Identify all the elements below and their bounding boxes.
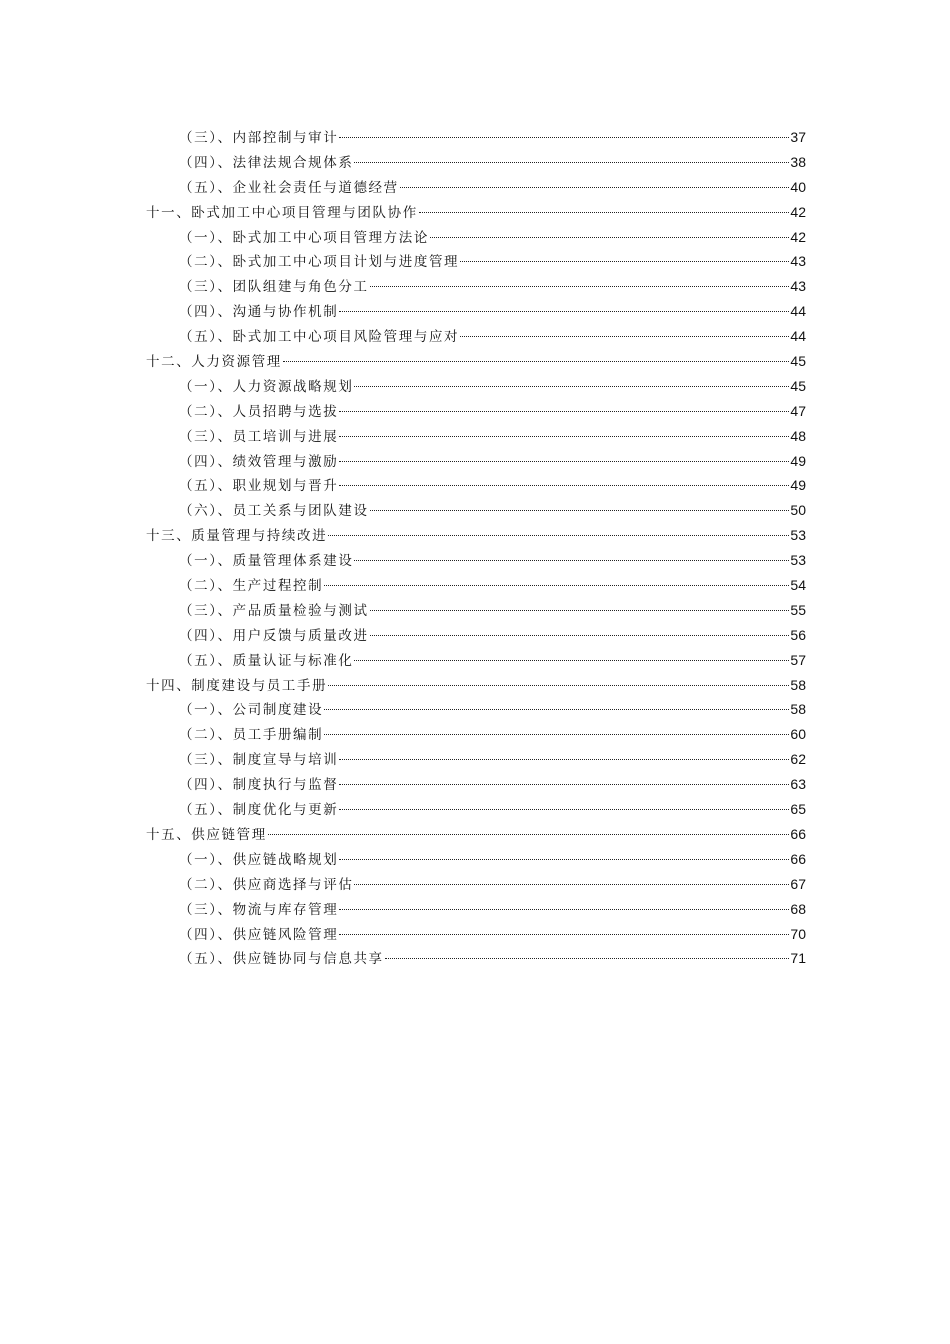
toc-entry[interactable] [146, 548, 806, 573]
dot-leader [324, 585, 789, 586]
dot-leader [324, 734, 789, 735]
toc-entry-label: （三）、员工培训与进展 [179, 428, 339, 445]
toc-entry[interactable] [146, 175, 806, 200]
toc-entry-page: 57 [790, 651, 806, 668]
toc-entry[interactable] [146, 623, 806, 648]
dot-leader [339, 411, 789, 412]
toc-entry-page: 58 [790, 676, 806, 693]
toc-entry[interactable] [146, 150, 806, 175]
dot-leader [430, 237, 789, 238]
dot-leader [354, 386, 789, 387]
toc-entry-label: （五）、职业规划与晋升 [179, 478, 339, 495]
toc-chapter[interactable] [146, 673, 806, 698]
toc-entry[interactable] [146, 772, 806, 797]
toc-entry-label: （四）、用户反馈与质量改进 [179, 627, 369, 644]
toc-entry-page: 38 [790, 153, 806, 170]
dot-leader [339, 909, 789, 910]
toc-entry-page: 48 [790, 427, 806, 444]
toc-entry-page: 55 [790, 601, 806, 618]
dot-leader [339, 809, 789, 810]
toc-entry[interactable] [146, 225, 806, 250]
toc-entry-label: （四）、制度执行与监督 [179, 777, 339, 794]
toc-entry-label: （四）、绩效管理与激励 [179, 453, 339, 470]
dot-leader [354, 884, 789, 885]
toc-entry-page: 60 [790, 726, 806, 743]
toc-entry-page: 58 [790, 701, 806, 718]
toc-entry-label: （三）、制度宣导与培训 [179, 752, 339, 769]
toc-chapter[interactable] [146, 349, 806, 374]
dot-leader [339, 784, 789, 785]
toc-entry-label: （四）、供应链风险管理 [179, 926, 339, 943]
dot-leader [328, 535, 789, 536]
toc-entry-label: （五）、卧式加工中心项目风险管理与应对 [179, 329, 460, 346]
toc-entry[interactable] [146, 697, 806, 722]
dot-leader [460, 336, 789, 337]
toc-entry-label: （三）、内部控制与审计 [179, 130, 339, 146]
toc-entry-label: （二）、员工手册编制 [179, 727, 324, 744]
toc-entry-label: （一）、卧式加工中心项目管理方法论 [179, 229, 429, 246]
toc-entry[interactable] [146, 946, 806, 971]
toc-entry-page: 65 [790, 801, 806, 818]
dot-leader [339, 759, 789, 760]
dot-leader [339, 485, 789, 486]
toc-entry[interactable] [146, 374, 806, 399]
dot-leader [354, 162, 789, 163]
toc-entry-label: 十四、制度建设与员工手册 [146, 677, 328, 694]
toc-entry-page: 56 [790, 626, 806, 643]
dot-leader [385, 958, 790, 959]
toc-entry-page: 44 [790, 303, 806, 320]
toc-entry-label: （四）、法律法规合规体系 [179, 154, 354, 171]
dot-leader [370, 510, 790, 511]
toc-entry[interactable] [146, 897, 806, 922]
toc-entry[interactable] [146, 299, 806, 324]
toc-entry[interactable] [146, 872, 806, 897]
toc-entry-label: （四）、沟通与协作机制 [179, 304, 339, 321]
toc-entry[interactable] [146, 573, 806, 598]
toc-entry-page: 40 [790, 178, 806, 195]
toc-entry[interactable] [146, 274, 806, 299]
dot-leader [370, 286, 790, 287]
toc-entry[interactable] [146, 598, 806, 623]
toc-entry[interactable] [146, 797, 806, 822]
toc-entry-page: 43 [790, 253, 806, 270]
dot-leader [283, 361, 790, 362]
toc-entry-page: 49 [790, 452, 806, 469]
toc-entry-page: 45 [790, 377, 806, 394]
toc-entry-label: （一）、公司制度建设 [179, 702, 324, 719]
toc-entry-page: 44 [790, 328, 806, 345]
dot-leader [400, 187, 790, 188]
toc-entry-label: （三）、产品质量检验与测试 [179, 602, 369, 619]
toc-entry-label: （二）、卧式加工中心项目计划与进度管理 [179, 254, 460, 271]
toc-entry-page: 66 [790, 850, 806, 867]
toc-entry-page: 63 [790, 776, 806, 793]
toc-entry-page: 45 [790, 353, 806, 370]
toc-entry[interactable] [146, 449, 806, 474]
toc-entry-label: （六）、员工关系与团队建设 [179, 503, 369, 520]
toc-entry-page: 70 [790, 925, 806, 942]
toc-entry-page: 62 [790, 751, 806, 768]
toc-entry-page: 42 [790, 203, 806, 220]
toc-entry-label: （二）、生产过程控制 [179, 578, 324, 595]
toc-entry-page: 67 [790, 875, 806, 892]
toc-entry[interactable] [146, 473, 806, 498]
toc-entry-page: 43 [790, 278, 806, 295]
toc-entry-page: 42 [790, 228, 806, 245]
toc-entry-label: （一）、人力资源战略规划 [179, 378, 354, 395]
dot-leader [354, 660, 789, 661]
toc-entry[interactable] [146, 125, 806, 150]
table-of-contents [146, 125, 806, 971]
toc-entry-label: （三）、物流与库存管理 [179, 901, 339, 918]
dot-leader [324, 709, 789, 710]
toc-entry-label: （五）、制度优化与更新 [179, 802, 339, 819]
dot-leader [339, 137, 789, 138]
toc-entry-page: 71 [790, 950, 806, 967]
toc-entry[interactable] [146, 249, 806, 274]
toc-entry[interactable] [146, 648, 806, 673]
toc-entry-label: （二）、供应商选择与评估 [179, 876, 354, 893]
toc-entry[interactable] [146, 399, 806, 424]
toc-entry-label: （五）、质量认证与标准化 [179, 652, 354, 669]
toc-entry[interactable] [146, 722, 806, 747]
toc-entry[interactable] [146, 922, 806, 947]
toc-entry[interactable] [146, 424, 806, 449]
toc-entry-label: （三）、团队组建与角色分工 [179, 279, 369, 296]
dot-leader [268, 834, 790, 835]
toc-chapter[interactable] [146, 200, 806, 225]
toc-entry[interactable] [146, 324, 806, 349]
toc-chapter[interactable] [146, 523, 806, 548]
toc-entry-label: （五）、企业社会责任与道德经营 [179, 179, 399, 196]
dot-leader [339, 436, 789, 437]
dot-leader [354, 560, 789, 561]
toc-entry-page: 53 [790, 552, 806, 569]
dot-leader [370, 635, 790, 636]
toc-entry-page: 37 [790, 129, 806, 145]
dot-leader [370, 610, 790, 611]
toc-entry-label: （二）、人员招聘与选拔 [179, 403, 339, 420]
dot-leader [339, 859, 789, 860]
dot-leader [328, 685, 789, 686]
toc-chapter[interactable] [146, 822, 806, 847]
dot-leader [419, 212, 790, 213]
toc-entry-page: 68 [790, 900, 806, 917]
toc-entry-label: （五）、供应链协同与信息共享 [179, 951, 384, 968]
toc-entry-label: （一）、供应链战略规划 [179, 851, 339, 868]
toc-entry[interactable] [146, 747, 806, 772]
dot-leader [339, 461, 789, 462]
toc-entry-label: 十二、人力资源管理 [146, 354, 282, 371]
toc-entry[interactable] [146, 498, 806, 523]
toc-entry-label: 十三、质量管理与持续改进 [146, 528, 328, 545]
dot-leader [339, 934, 789, 935]
toc-entry-label: （一）、质量管理体系建设 [179, 553, 354, 570]
toc-entry-page: 53 [790, 527, 806, 544]
dot-leader [339, 311, 789, 312]
dot-leader [460, 261, 789, 262]
toc-entry-page: 50 [790, 502, 806, 519]
toc-entry-label: 十一、卧式加工中心项目管理与团队协作 [146, 204, 418, 221]
toc-entry-page: 49 [790, 477, 806, 494]
toc-entry-page: 66 [790, 825, 806, 842]
toc-entry[interactable] [146, 847, 806, 872]
toc-entry-page: 54 [790, 577, 806, 594]
toc-entry-page: 47 [790, 402, 806, 419]
toc-entry-label: 十五、供应链管理 [146, 826, 267, 843]
